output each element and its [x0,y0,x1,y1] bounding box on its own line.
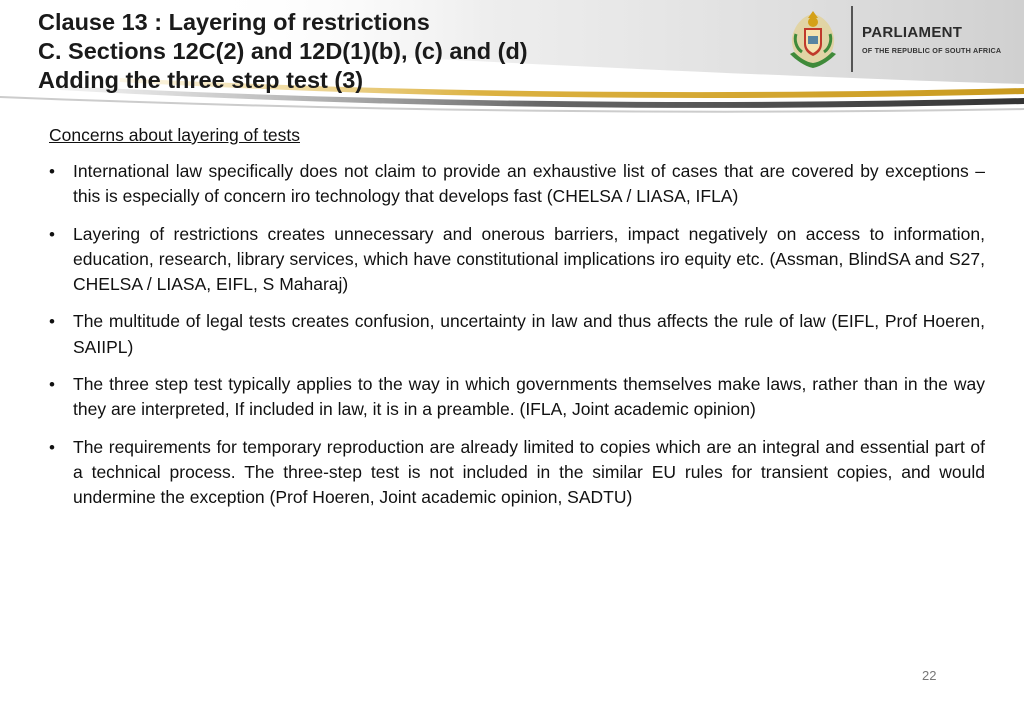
list-item [49,309,985,360]
logo-divider [851,6,853,72]
bullet-icon: • [49,312,55,332]
list-item [49,222,985,298]
org-subtitle: OF THE REPUBLIC OF SOUTH AFRICA [862,46,1002,55]
org-name: PARLIAMENT [862,24,963,41]
slide-body [49,124,985,523]
bullet-text: International law specifically does not claim to provide an exhaustive list of cases that are covered by exceptions – this is especially of concern iro technology that develops fast (CHELSA / LIASA, IFLA) [73,161,985,207]
slide-title [38,8,528,95]
title-line-2: C. Sections 12C(2) and 12D(1)(b), (c) and (d) [38,38,528,64]
bullet-icon: • [49,437,55,457]
title-line-3: Adding the three step test (3) [38,67,364,93]
bullet-text: The three step test typically applies to the way in which governments themselves make laws, rather than in the way they are interpreted, If included in law, it is in a preamble. (IFLA, Joint academic opinion) [73,374,985,420]
bullet-text: The multitude of legal tests creates confusion, uncertainty in law and thus affects the rule of law (EIFL, Prof Hoeren, SAIIPL) [73,311,985,357]
bullet-icon: • [49,162,55,181]
list-item [49,372,985,423]
bullet-list [49,159,985,511]
coat-of-arms-icon [782,8,844,72]
bullet-icon: • [49,224,55,244]
bullet-icon: • [49,375,55,395]
page-number: 22 [922,668,937,683]
list-item [49,159,985,210]
bullet-text: Layering of restrictions creates unnecessary and onerous barriers, impact negatively on access to information, education, research, library services, which have constitutional implications iro equity etc. (Assman, BlindSA and S27, CHELSA / LIASA, EIFL, S Maharaj) [73,223,985,295]
bullet-text: The requirements for temporary reproduction are already limited to copies which are an integral and essential part of a technical process. The three-step test is not included in the similar EU rules for transient copies, and would undermine the exception (Prof Hoeren, Joint academic opinion, SADTU) [73,436,985,508]
list-item [49,435,985,511]
title-line-1: Clause 13 : Layering of restrictions [38,9,430,35]
section-subheading: Concerns about layering of tests [49,125,300,145]
